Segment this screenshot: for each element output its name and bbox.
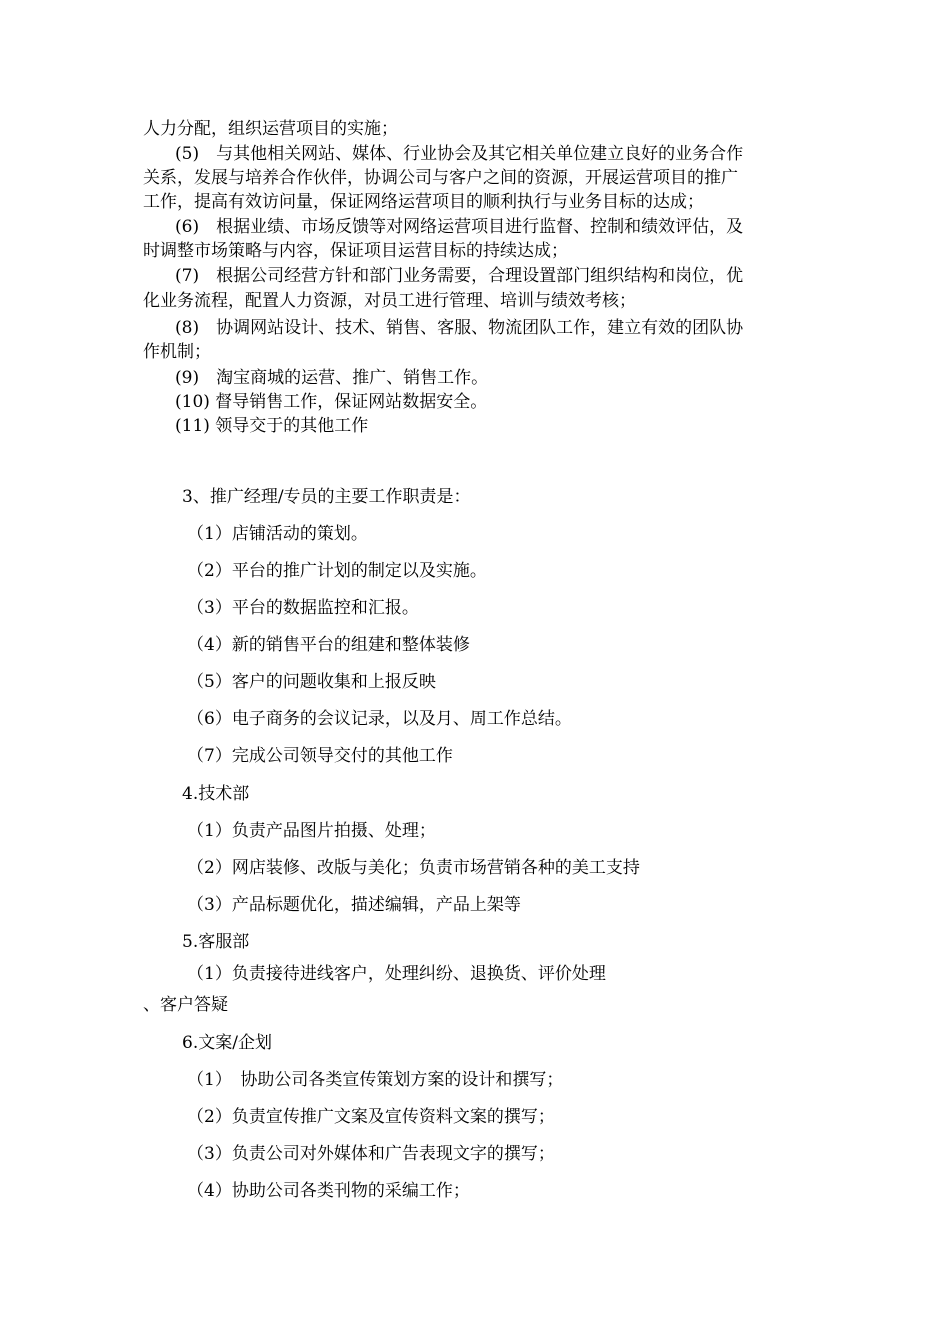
list-item: (7) 根据公司经营方针和部门业务需要，合理设置部门组织结构和岗位，优 [175,266,744,286]
list-item: （2）平台的推广计划的制定以及实施。 [187,561,487,581]
list-item: （7）完成公司领导交付的其他工作 [187,746,453,766]
list-item: （3）负责公司对外媒体和广告表现文字的撰写； [187,1144,555,1164]
list-item: （3）产品标题优化，描述编辑，产品上架等 [187,895,521,915]
list-item: (8) 协调网站设计、技术、销售、客服、物流团队工作，建立有效的团队协 [175,318,744,338]
list-item-continuation: 、客户答疑 [143,995,228,1015]
list-item: （2）网店装修、改版与美化；负责市场营销各种的美工支持 [187,858,640,878]
list-item: (10) 督导销售工作，保证网站数据安全。 [175,392,488,412]
section-heading: 3、推广经理/专员的主要工作职责是： [182,487,471,507]
list-item: (11) 领导交于的其他工作 [175,416,369,436]
section-heading: 5.客服部 [182,932,250,952]
list-item: (9) 淘宝商城的运营、推广、销售工作。 [175,368,489,388]
section-heading: 4.技术部 [182,784,250,804]
list-item: （1）负责产品图片拍摄、处理； [187,821,436,841]
list-item: （2）负责宣传推广文案及宣传资料文案的撰写； [187,1107,555,1127]
paragraph-line: 时调整市场策略与内容，保证项目运营目标的持续达成； [143,241,568,261]
paragraph-line: 工作，提高有效访问量，保证网络运营项目的顺利执行与业务目标的达成； [143,192,704,212]
list-item: （3）平台的数据监控和汇报。 [187,598,419,618]
list-item: （1）负责接待进线客户，处理纠纷、退换货、评价处理 [187,964,606,984]
list-item: （6）电子商务的会议记录，以及月、周工作总结。 [187,709,572,729]
list-item: (6) 根据业绩、市场反馈等对网络运营项目进行监督、控制和绩效评估，及 [175,217,744,237]
paragraph-line: 作机制； [143,342,211,362]
list-item: （5）客户的问题收集和上报反映 [187,672,436,692]
paragraph-line: 关系，发展与培养合作伙伴，协调公司与客户之间的资源，开展运营项目的推广 [143,168,738,188]
section-heading: 6.文案/企划 [182,1033,272,1053]
list-item: （4）协助公司各类刊物的采编工作； [187,1181,470,1201]
list-item: （1）店铺活动的策划。 [187,524,368,544]
paragraph-line: 化业务流程，配置人力资源，对员工进行管理、培训与绩效考核； [143,291,636,311]
list-item: (5) 与其他相关网站、媒体、行业协会及其它相关单位建立良好的业务合作 [175,144,744,164]
paragraph-line: 人力分配，组织运营项目的实施； [143,119,398,139]
list-item: （1） 协助公司各类宣传策划方案的设计和撰写； [187,1070,564,1090]
list-item: （4）新的销售平台的组建和整体装修 [187,635,470,655]
